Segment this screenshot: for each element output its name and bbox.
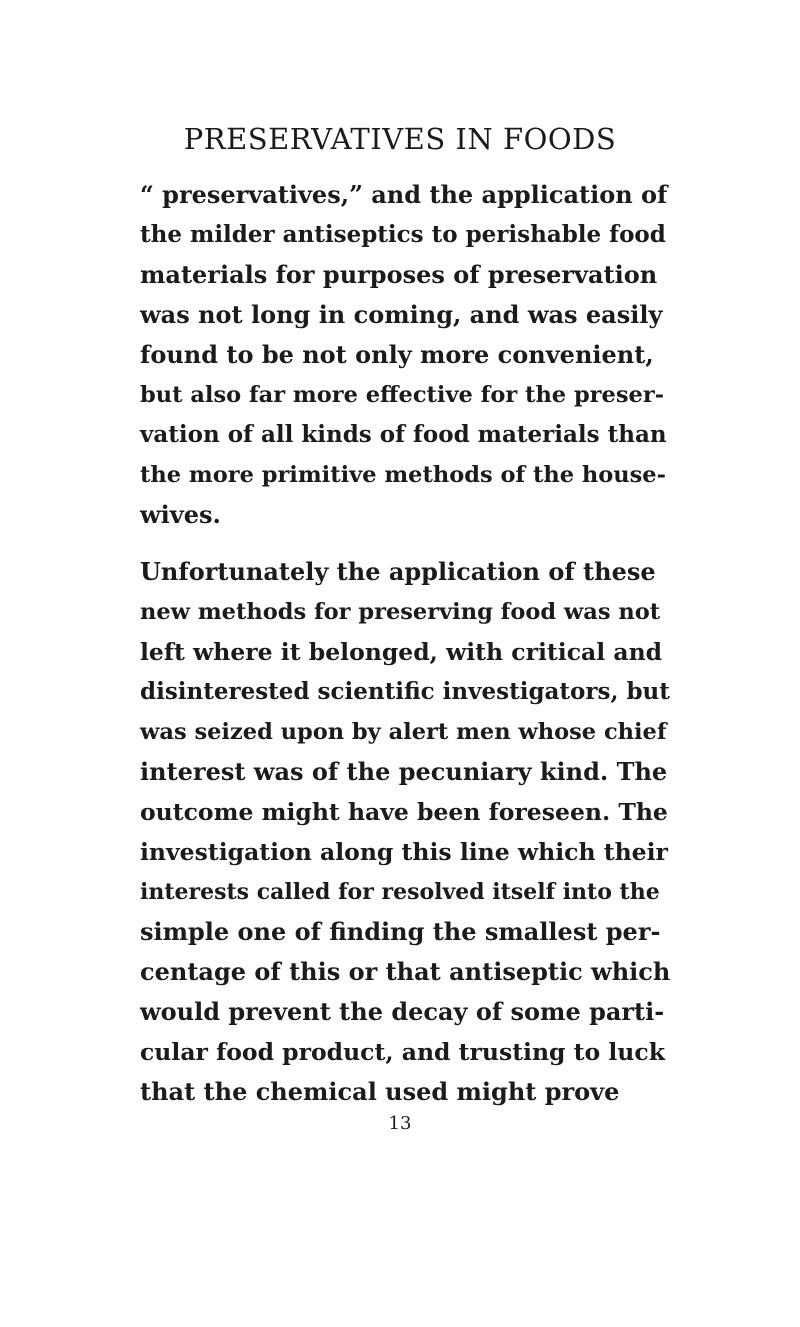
text-line: the more primitive methods of the house- [140,462,666,488]
text-line: simple one of finding the smallest per- [140,917,661,946]
text-line: Unfortunately the application of these [140,557,656,586]
text-line: was seized upon by alert men whose chief [140,719,667,745]
text-line: found to be not only more convenient, [140,340,654,369]
text-line: but also far more effective for the preser- [140,382,665,408]
text-line: that the chemical used might prove [140,1077,620,1106]
text-line: was not long in coming, and was easily [140,300,663,329]
text-line: cular food product, and trusting to luck [140,1038,665,1066]
text-line: “ preservatives,” and the application of [140,180,668,209]
text-line: vation of all kinds of food materials than [140,421,667,448]
text-line: wives. [140,500,221,529]
page-number: 13 [388,1113,412,1134]
text-line: new methods for preserving food was not [140,599,661,625]
text-line: left where it belonged, with critical and [140,638,663,666]
running-head: PRESERVATIVES IN FOODS [183,122,617,156]
text-line: interest was of the pecuniary kind. The [140,757,668,786]
text-line: disinterested scientific investigators, but [140,678,670,705]
text-line: investigation along this line which their [140,838,668,866]
text-line: outcome might have been foreseen. The [140,798,668,826]
text-line: materials for purposes of preservation [140,260,658,289]
text-line: centage of this or that antiseptic which [140,957,671,986]
text-line: the milder antiseptics to perishable food [140,221,666,248]
text-line: interests called for resolved itself into the [140,879,660,905]
text-line: would prevent the decay of some parti- [140,997,665,1026]
